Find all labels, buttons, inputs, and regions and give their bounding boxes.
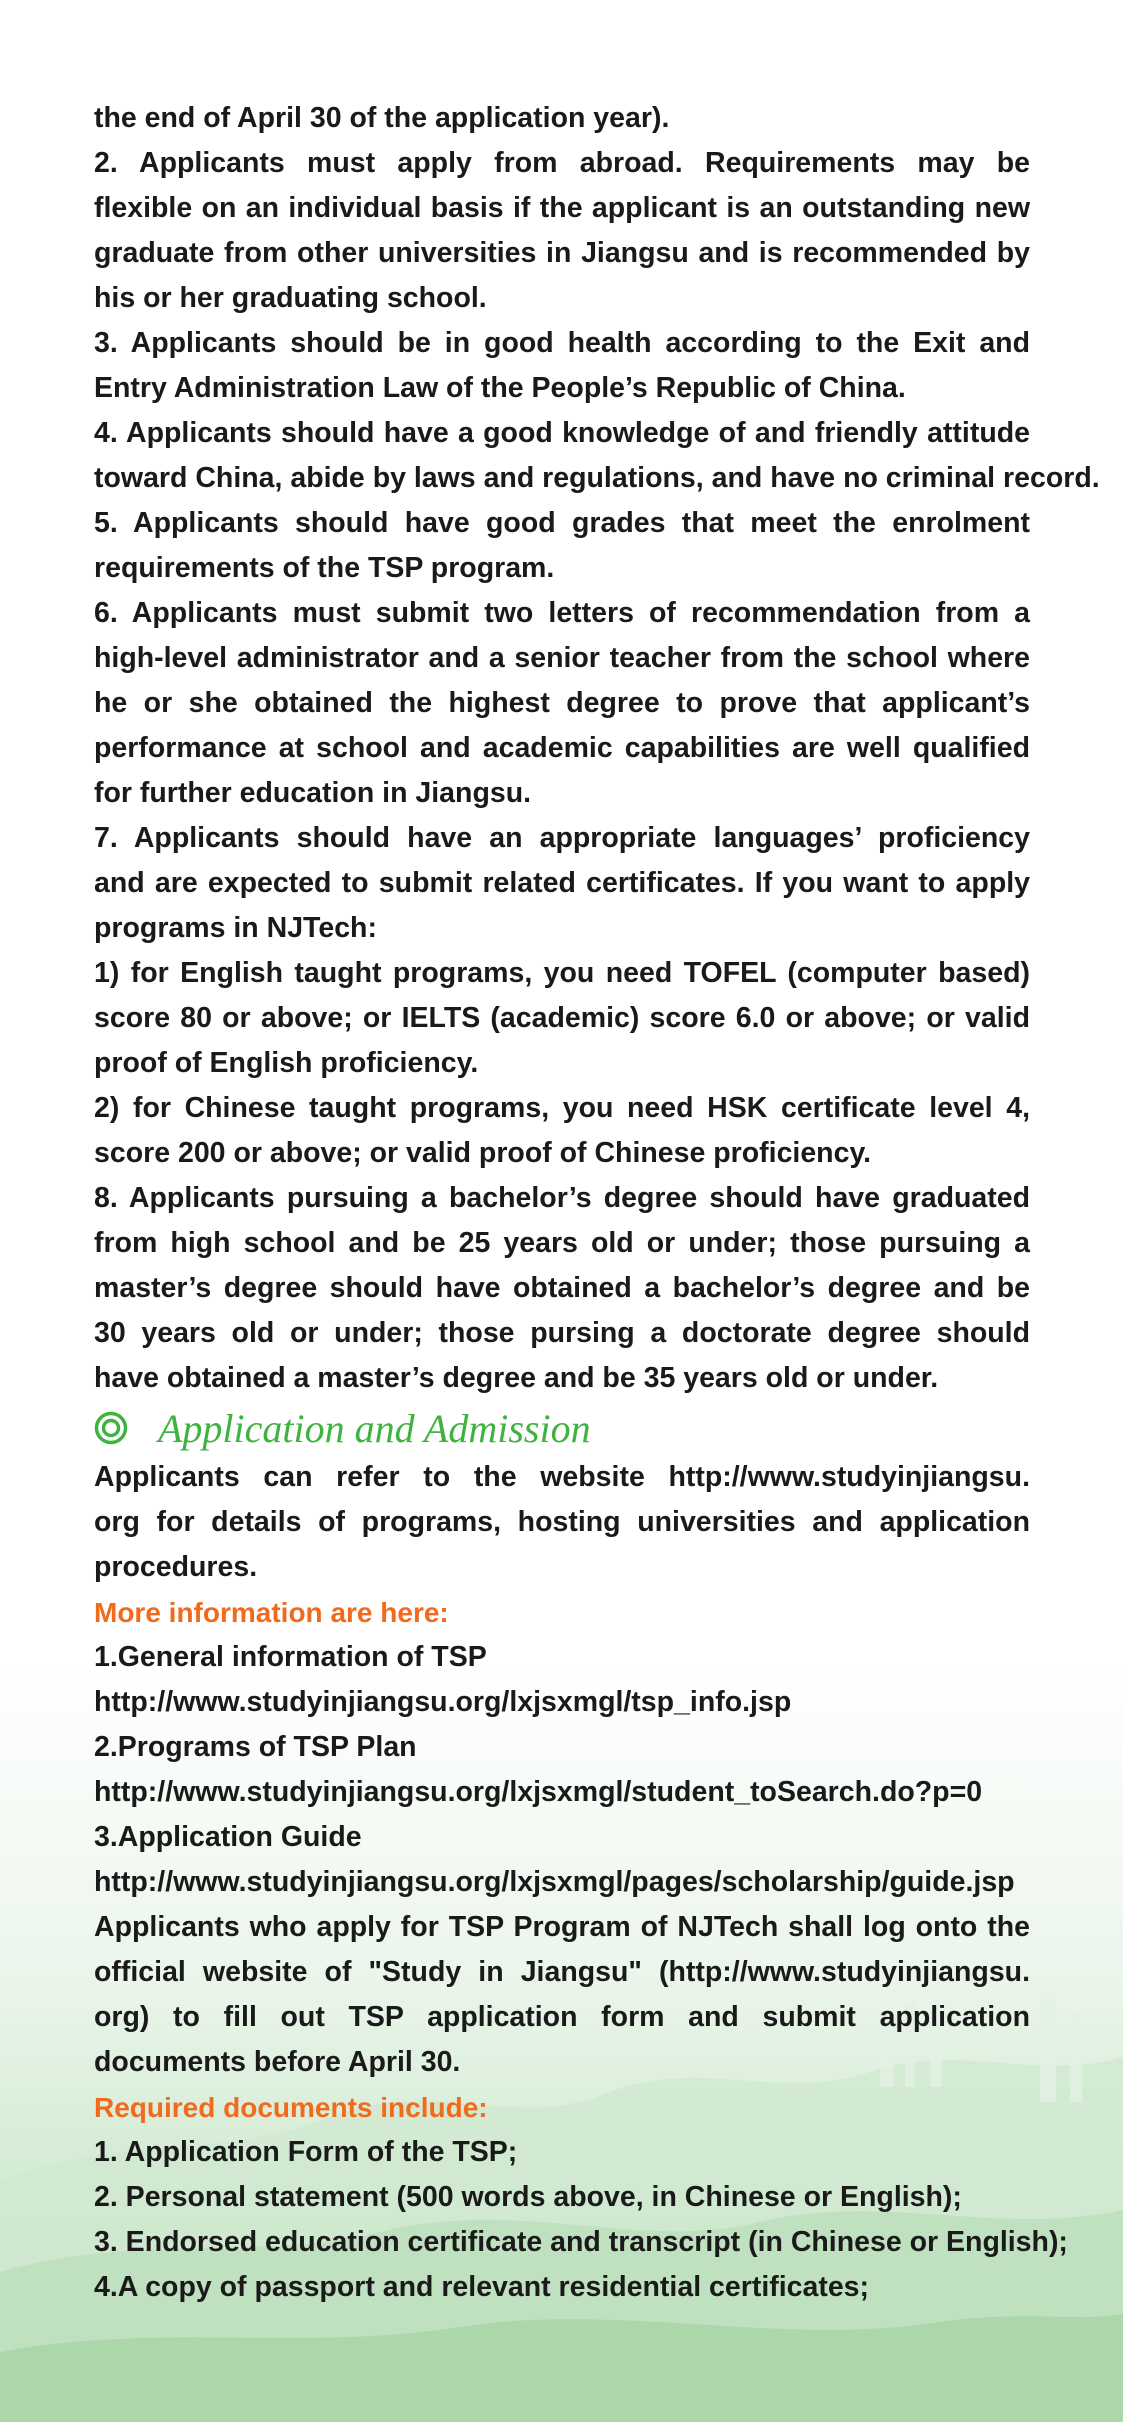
section-heading-text: Application and Admission	[158, 1406, 591, 1451]
info-links-list	[94, 1635, 1030, 1905]
content-column	[94, 96, 1100, 2310]
paragraph-line: org) to fill out TSP application form and submit application	[94, 2001, 1030, 2033]
paragraph-line: master’s degree should have obtained a bachelor’s degree and be	[94, 1272, 1030, 1304]
link-url[interactable]: http://www.studyinjiangsu.org/lxjsxmgl/pages/scholarship/guide.jsp	[94, 1866, 1015, 1898]
paragraph-line: he or she obtained the highest degree to prove that applicant’s	[94, 687, 1030, 719]
link-url[interactable]: http://www.studyinjiangsu.org/lxjsxmgl/student_toSearch.do?p=0	[94, 1776, 983, 1808]
paragraph-line: 5. Applicants should have good grades that meet the enrolment	[94, 507, 1030, 539]
eligibility-requirements	[94, 96, 1100, 1401]
required-documents-list	[94, 2130, 1068, 2310]
paragraph-line: performance at school and academic capabilities are well qualified	[94, 732, 1030, 764]
list-item: 4.A copy of passport and relevant residential certificates;	[94, 2271, 870, 2303]
paragraph-line: programs in NJTech:	[94, 912, 377, 944]
list-item: 3. Endorsed education certificate and transcript (in Chinese or English);	[94, 2226, 1068, 2258]
paragraph-line: 3. Applicants should be in good health according to the Exit and	[94, 327, 1030, 359]
section-heading-application	[94, 1403, 1030, 1455]
double-circle-icon	[94, 1411, 128, 1445]
paragraph-line: for further education in Jiangsu.	[94, 777, 532, 809]
paragraph-line: 2) for Chinese taught programs, you need HSK certificate level 4,	[94, 1092, 1030, 1124]
paragraph-line: from high school and be 25 years old or under; those pursuing a	[94, 1227, 1030, 1259]
list-item: 1.General information of TSP	[94, 1641, 487, 1673]
paragraph-line: Applicants can refer to the website http://www.studyinjiangsu.	[94, 1461, 1030, 1493]
paragraph-line: graduate from other universities in Jiangsu and is recommended by	[94, 237, 1030, 269]
paragraph-line: org for details of programs, hosting universities and application	[94, 1506, 1030, 1538]
paragraph-line: have obtained a master’s degree and be 35 years old or under.	[94, 1362, 939, 1394]
paragraph-line: 6. Applicants must submit two letters of recommendation from a	[94, 597, 1030, 629]
paragraph-line: 8. Applicants pursuing a bachelor’s degree should have graduated	[94, 1182, 1030, 1214]
more-info-label: More information are here:	[94, 1597, 449, 1628]
paragraph-line: requirements of the TSP program.	[94, 552, 555, 584]
paragraph-line: proof of English proficiency.	[94, 1047, 479, 1079]
paragraph-line: and are expected to submit related certificates. If you want to apply	[94, 867, 1030, 899]
paragraph-line: 2. Applicants must apply from abroad. Requirements may be	[94, 147, 1030, 179]
paragraph-line: 7. Applicants should have an appropriate languages’ proficiency	[94, 822, 1030, 854]
paragraph-line: 30 years old or under; those pursing a doctorate degree should	[94, 1317, 1030, 1349]
paragraph-line: toward China, abide by laws and regulations, and have no criminal record.	[94, 462, 1100, 494]
paragraph-line: high-level administrator and a senior teacher from the school where	[94, 642, 1030, 674]
paragraph-line: Entry Administration Law of the People’s Republic of China.	[94, 372, 906, 404]
required-documents-label: Required documents include:	[94, 2092, 488, 2123]
application-intro	[94, 1455, 1030, 1590]
list-item: 2.Programs of TSP Plan	[94, 1731, 417, 1763]
link-url[interactable]: http://www.studyinjiangsu.org/lxjsxmgl/tsp_info.jsp	[94, 1686, 792, 1718]
paragraph-line: official website of "Study in Jiangsu" (http://www.studyinjiangsu.	[94, 1956, 1030, 1988]
paragraph-line: Applicants who apply for TSP Program of NJTech shall log onto the	[94, 1911, 1030, 1943]
paragraph-line: the end of April 30 of the application year).	[94, 102, 670, 134]
application-instructions	[94, 1905, 1030, 2085]
paragraph-line: his or her graduating school.	[94, 282, 487, 314]
paragraph-line: 1) for English taught programs, you need TOFEL (computer based)	[94, 957, 1030, 989]
list-item: 3.Application Guide	[94, 1821, 362, 1853]
paragraph-line: procedures.	[94, 1551, 258, 1583]
paragraph-line: score 80 or above; or IELTS (academic) score 6.0 or above; or valid	[94, 1002, 1030, 1034]
list-item: 2. Personal statement (500 words above, in Chinese or English);	[94, 2181, 962, 2213]
list-item: 1. Application Form of the TSP;	[94, 2136, 518, 2168]
paragraph-line: documents before April 30.	[94, 2046, 461, 2078]
paragraph-line: flexible on an individual basis if the applicant is an outstanding new	[94, 192, 1030, 224]
paragraph-line: 4. Applicants should have a good knowledge of and friendly attitude	[94, 417, 1030, 449]
paragraph-line: score 200 or above; or valid proof of Chinese proficiency.	[94, 1137, 872, 1169]
